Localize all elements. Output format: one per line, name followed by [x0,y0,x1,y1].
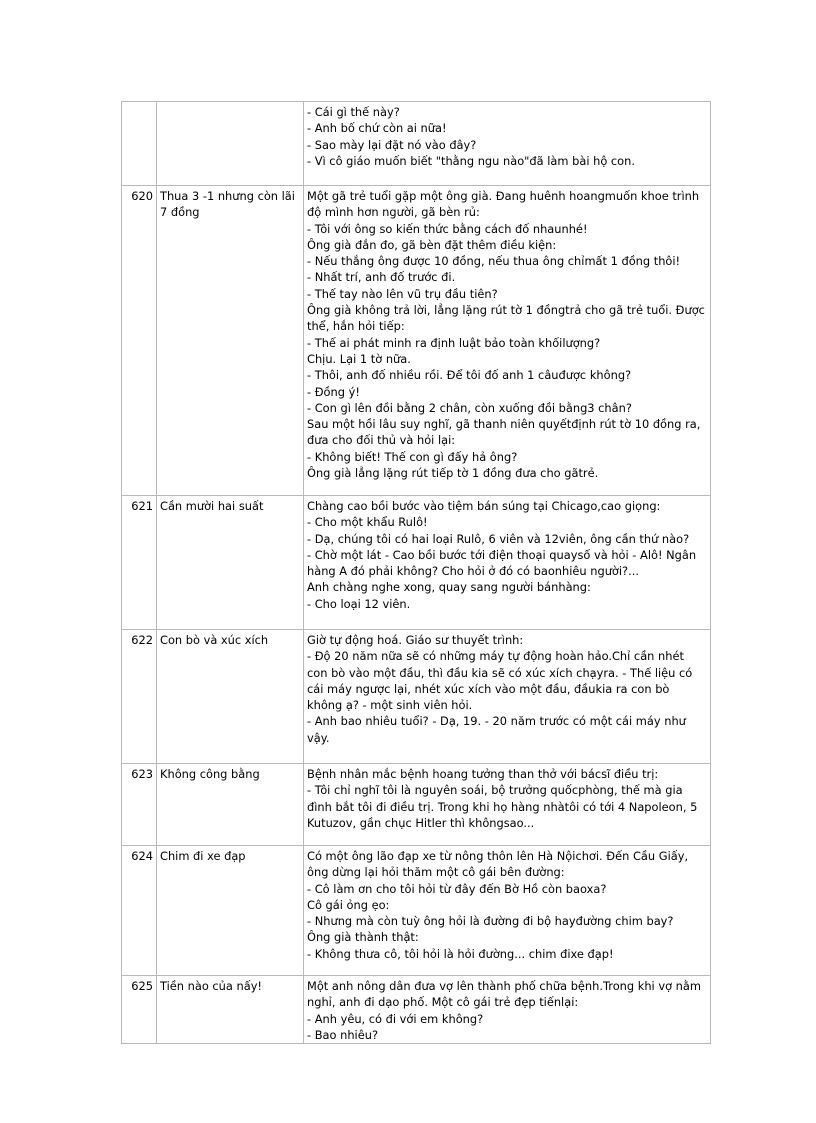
joke-number: 624 [122,846,157,976]
table-row [122,846,711,976]
content-line: - Tôi chỉ nghĩ tôi là nguyên soái, bộ trưởng quốcphòng, thế mà gia đình bắt tôi đi điều trị. Trong khi họ hàng nhàtôi có tới 4 Napoleon, 5 Kutuzov, gần chục Hitler thì khôngsao... [307,783,701,830]
joke-content [304,976,711,1044]
joke-title: Chim đi xe đạp [157,846,304,976]
content-line: - Anh bao nhiêu tuổi? - Dạ, 19. - 20 năm trước có một cái máy như vậy. [307,714,690,745]
table-row [122,186,711,496]
content-line: - Cho loại 12 viên. [307,596,411,611]
joke-content [304,630,711,764]
content-line: Ông già lẳng lặng rút tiếp tờ 1 đồng đưa cho gãtrẻ. [307,466,599,481]
content-line: - Sao mày lại đặt nó vào đây? [307,137,477,152]
jokes-table-body [122,102,711,1044]
joke-content [304,102,711,186]
content-line: - Bao nhiêu? [307,1027,378,1042]
table-row [122,976,711,1044]
content-line: Có một ông lão đạp xe từ nông thôn lên Hà Nộichơi. Đến Cầu Giấy, ông dừng lại hỏi thăm một cô gái bên đường: [307,849,692,880]
joke-title: Cần mười hai suất [157,496,304,630]
joke-content [304,496,711,630]
content-line: - Chờ một lát - Cao bồi bước tới điện thoại quaysố và hỏi - Alô! Ngân hàng A đó phải không? Cho hỏi ở đó có baonhiêu người?... [307,547,700,579]
content-line: - Nhưng mà còn tuỳ ông hỏi là đường đi bộ hayđường chim bay? [307,914,674,929]
content-line: Chàng cao bồi bước vào tiệm bán súng tại Chicago,cao giọng: [307,499,661,513]
jokes-table [121,101,711,1044]
content-line: Chịu. Lại 1 tờ nữa. [307,351,411,366]
content-line: - Anh bố chứ còn ai nữa! [307,121,447,136]
joke-number: 621 [122,496,157,630]
content-line: - Đồng ý! [307,384,360,399]
joke-number [122,102,157,186]
content-line: Sau một hồi lâu suy nghĩ, gã thanh niên quyếtđịnh rút tờ 10 đồng ra, đưa cho đối thủ và hỏi lại: [307,417,704,448]
joke-number: 620 [122,186,157,496]
joke-title [157,102,304,186]
content-line: - Thôi, anh đố nhiều rồi. Để tôi đố anh 1 câuđược không? [307,368,632,383]
content-line: - Thế tay nào lên vũ trụ đầu tiên? [307,286,498,301]
content-line: - Anh yêu, có đi với em không? [307,1011,484,1026]
table-row [122,764,711,846]
content-line: - Nếu thắng ông được 10 đồng, nếu thua ông chỉmất 1 đồng thôi! [307,254,681,269]
content-line: - Dạ, chúng tôi có hai loại Rulô, 6 viên và 12viên, ông cần thứ nào? [307,531,690,546]
content-line: Một gã trẻ tuổi gặp một ông già. Đang huênh hoangmuốn khoe trình độ mình hơn người, gã bèn rủ: [307,189,703,220]
joke-content [304,186,711,496]
joke-title: Thua 3 -1 nhưng còn lãi 7 đồng [157,186,304,496]
content-line: Giờ tự động hoá. Giáo sư thuyết trình: [307,633,524,647]
joke-title: Không công bằng [157,764,304,846]
content-line: - Con gì lên đồi bằng 2 chân, còn xuống đồi bằng3 chân? [307,400,632,415]
joke-title: Tiền nào của nấy! [157,976,304,1044]
content-line: - Cái gì thế này? [307,105,400,119]
content-line: - Không biết! Thế con gì đấy hả ông? [307,449,518,464]
content-line: Một anh nông dân đưa vợ lên thành phố chữa bệnh.Trong khi vợ nằm nghỉ, anh đi dạo phố. Một cô gái trẻ đẹp tiếnlại: [307,979,705,1010]
content-line: Ông già đắn đo, gã bèn đặt thêm điều kiện: [307,237,557,252]
joke-number: 622 [122,630,157,764]
content-line: - Cô làm ơn cho tôi hỏi từ đây đến Bờ Hồ còn baoxa? [307,881,607,896]
content-line: Cô gái ỏng ẹo: [307,897,390,912]
content-line: Ông già thành thật: [307,930,419,945]
joke-content [304,764,711,846]
joke-number: 625 [122,976,157,1044]
content-line: - Tôi với ông so kiến thức bằng cách đố nhaunhé! [307,221,588,236]
content-line: - Thế ai phát minh ra định luật bảo toàn khốilượng? [307,335,601,350]
content-line: - Cho một khẩu Rulô! [307,515,428,530]
content-line: - Độ 20 năm nữa sẽ có những máy tự động hoàn hảo.Chỉ cần nhét con bò vào một đầu, thì đầu kia sẽ có xúc xích chạyra. - Thế liệu có cái máy ngược lại, nhét xúc xích vào một đầu, đầukia ra con bò không ạ? - một sinh viên hỏi. [307,649,696,713]
content-line: Anh chàng nghe xong, quay sang người bánhàng: [307,580,591,595]
content-line: Bệnh nhân mắc bệnh hoang tưởng than thở với bácsĩ điều trị: [307,767,659,781]
content-line: Ông già không trả lời, lẳng lặng rút tờ 1 đồngtrả cho gã trẻ tuổi. Được thể, hắn hỏi tiếp: [307,303,709,334]
joke-content [304,846,711,976]
table-row [122,630,711,764]
joke-number: 623 [122,764,157,846]
content-line: - Vì cô giáo muốn biết "thằng ngu nào"đã làm bài hộ con. [307,153,635,168]
content-line: - Không thưa cô, tôi hỏi là hỏi đường... chim đixe đạp! [307,946,614,961]
joke-title: Con bò và xúc xích [157,630,304,764]
table-row [122,102,711,186]
content-line: - Nhất trí, anh đố trước đi. [307,270,456,285]
table-row [122,496,711,630]
